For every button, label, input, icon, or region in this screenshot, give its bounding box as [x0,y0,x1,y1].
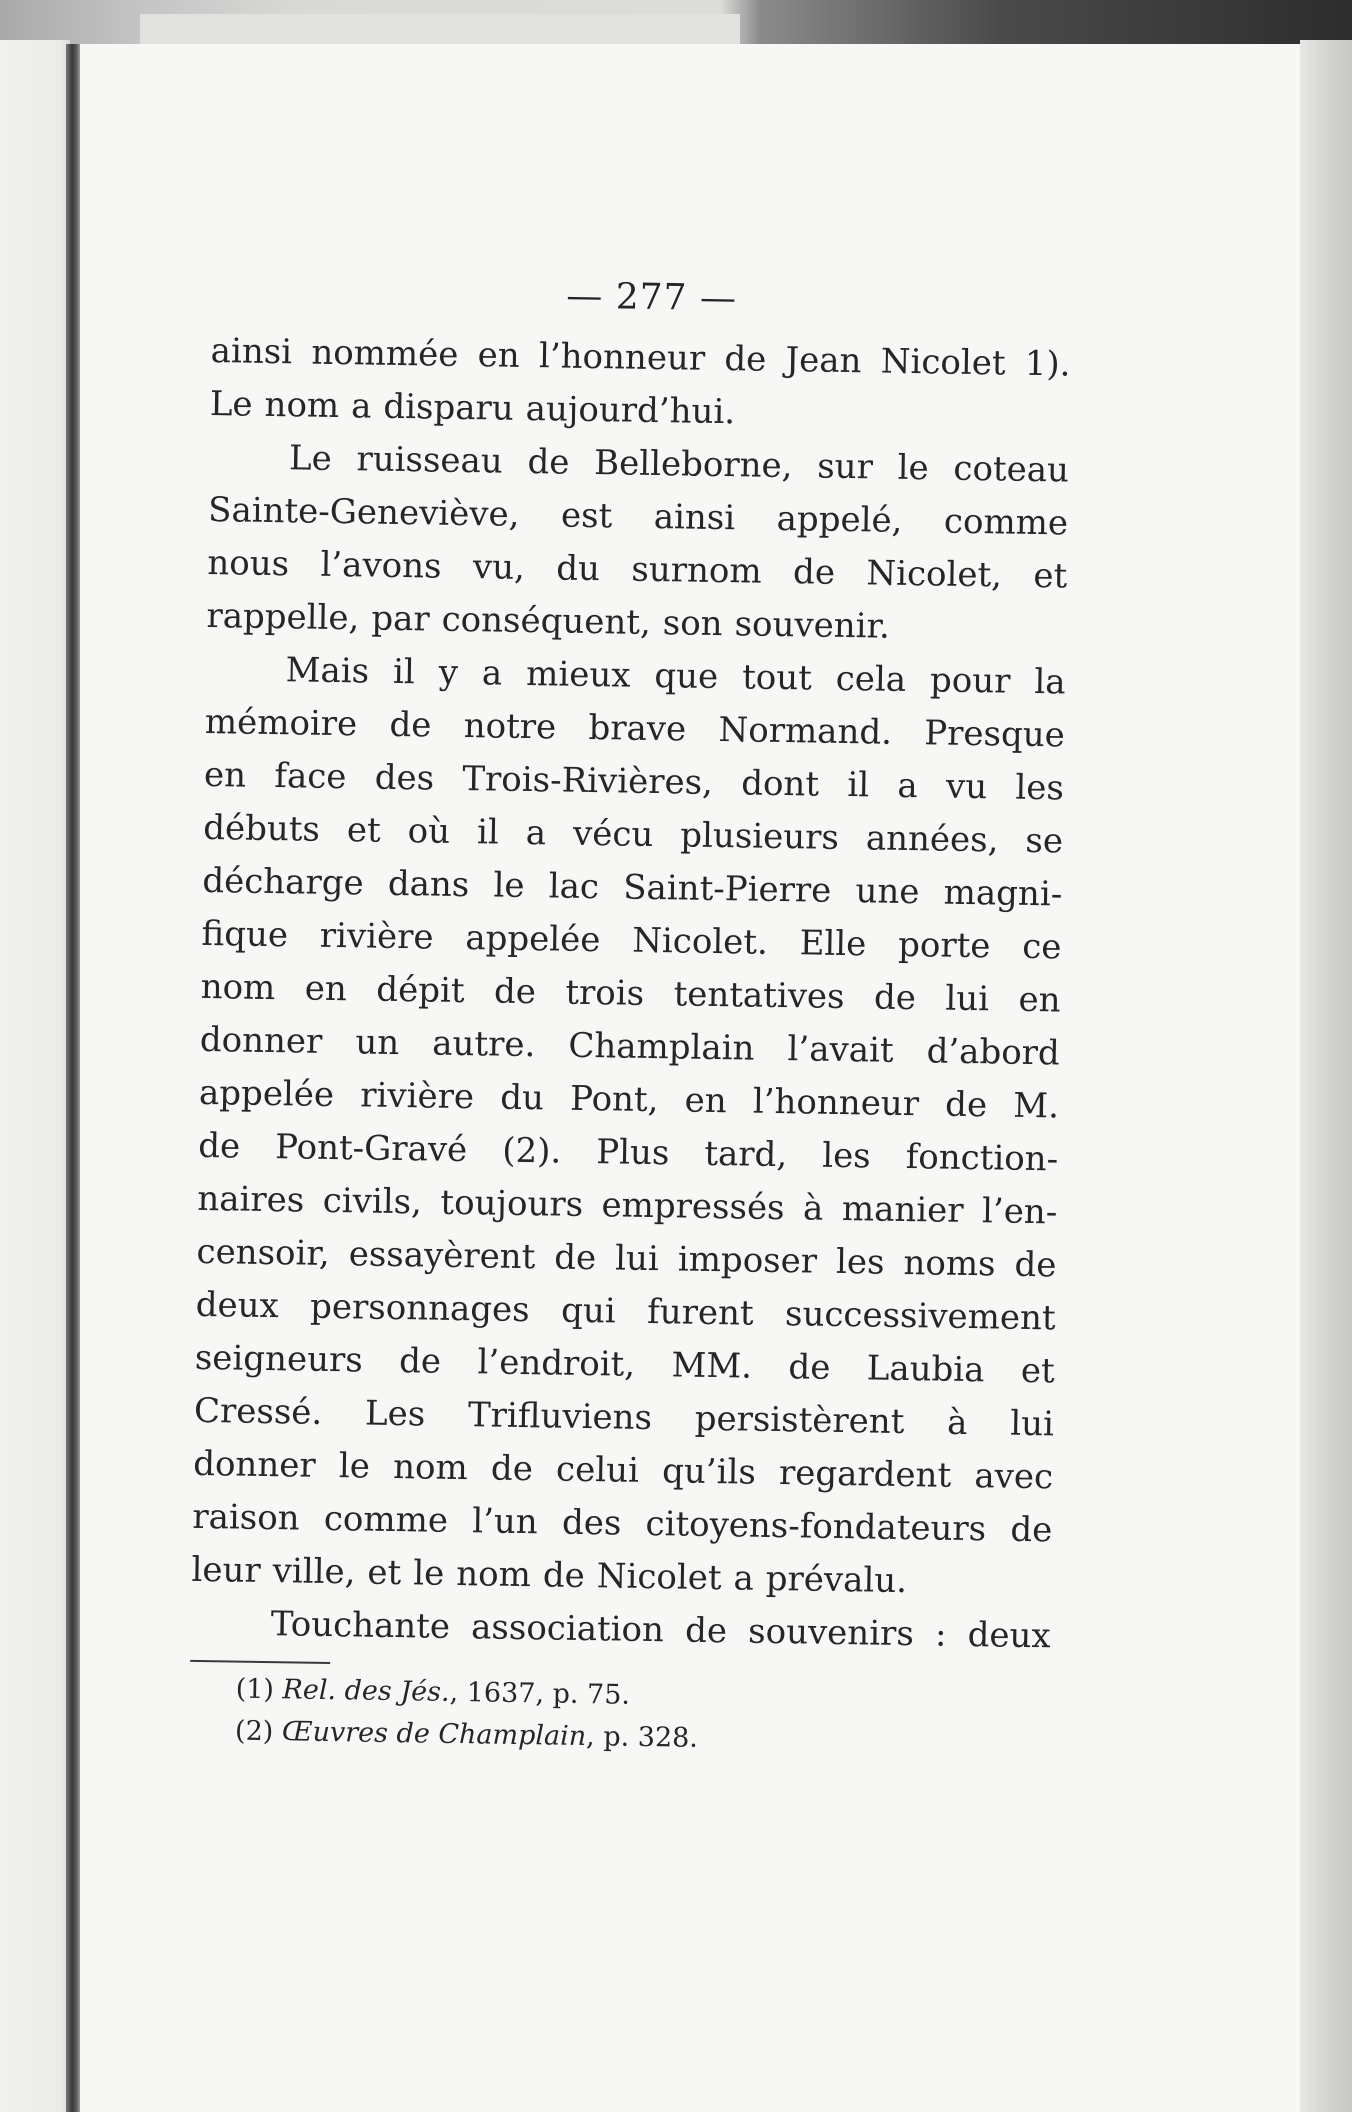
body-text [190,325,1071,1663]
text-line: Le nom a disparu aujourd’hui. [209,383,736,433]
text-line: raison comme l’un des citoyens-fondateurs de [192,1496,1053,1551]
text-line: en face des Trois-Rivières, dont il a vu les [203,754,1065,809]
text-line: Sainte-Geneviève, est ainsi appelé, comme [207,489,1069,544]
text-line: de Pont-Gravé (2). Plus tard, les fonction- [197,1125,1059,1180]
text-line: rappelle, par conséquent, son souvenir. [206,595,891,647]
text-line: naires civils, toujours empressés à manier l’en- [197,1178,1058,1233]
text-line: Mais il y a mieux que tout cela pour la [285,650,1066,703]
text-line: ainsi nommée en l’honneur de Jean Nicolet 1). [210,330,1071,385]
text-line: nom en dépit de trois tentatives de lui en [200,966,1061,1021]
footnote-title: Œuvres de Champlain [281,1716,587,1753]
text-line: Cressé. Les Trifluviens persistèrent à lui [193,1390,1055,1445]
text-line: décharge dans le lac Saint-Pierre une magni- [202,860,1063,915]
previous-page-strip [140,14,740,44]
paragraph [191,643,1066,1610]
text-line: débuts et où il a vécu plusieurs années, se [202,807,1064,862]
text-line: Touchante association de souvenirs : deux [270,1604,1051,1657]
text-line: seigneurs de l’endroit, MM. de Laubia et [194,1337,1056,1392]
right-page-edge [1300,40,1352,2112]
text-line: fique rivière appelée Nicolet. Elle porte ce [201,913,1062,968]
footnote-citation: , p. 328. [585,1721,699,1754]
page-text-block [189,270,1072,1765]
text-line: Le ruisseau de Belleborne, sur le coteau [288,438,1070,491]
top-shadow [0,0,1352,48]
text-line: nous l’avons vu, du surnom de Nicolet, et [207,542,1068,597]
book-spine-line [66,44,80,2112]
paragraph [206,431,1069,656]
text-line: censoir, essayèrent de lui imposer les noms de [196,1231,1057,1286]
text-line: mémoire de notre brave Normand. Presque [204,701,1066,756]
footnotes [189,1668,1050,1765]
footnote-marker: (2) [234,1715,274,1748]
text-line: donner le nom de celui qu’ils regardent avec [192,1443,1054,1498]
paragraph [209,325,1071,444]
footnote-rule [190,1660,330,1664]
footnote-title: Rel. des Jés. [282,1674,450,1708]
footnote-citation: , 1637, p. 75. [449,1676,631,1711]
text-line: appelée rivière du Pont, en l’honneur de M. [198,1072,1060,1127]
footnote-marker: (1) [235,1673,275,1706]
text-line: deux personnages qui furent successivement [195,1284,1056,1339]
text-line: leur ville, et le nom de Nicolet a prévalu. [191,1549,908,1602]
page-number: — 277 — [565,275,738,320]
left-page-edge [0,40,70,2112]
text-line: donner un autre. Champlain l’avait d’abord [199,1019,1061,1074]
